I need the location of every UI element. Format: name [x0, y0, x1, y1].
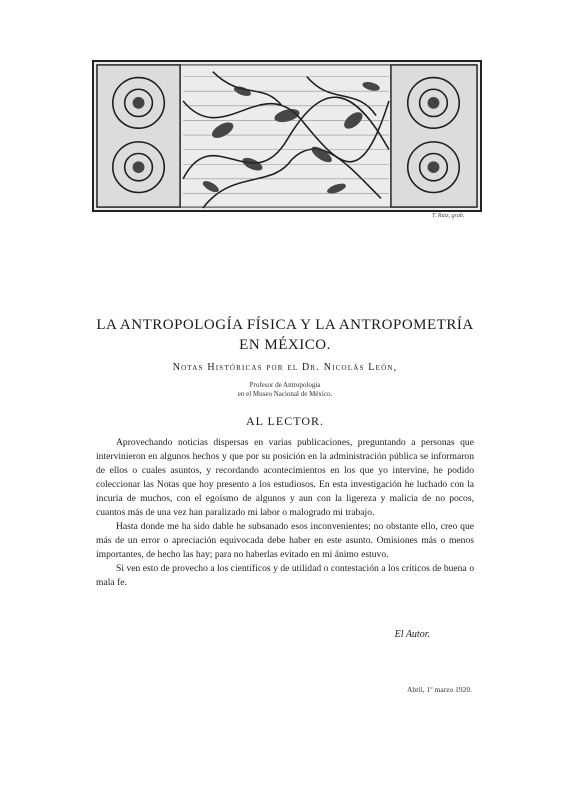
signature: El Autor. — [394, 629, 430, 640]
author-affiliation-line-2: en el Museo Nacional de México. — [237, 390, 333, 398]
paragraph: Hasta donde me ha sido dable he subsanado esos inconvenientes; no obstante ello, creo que más de un error o apreciación equivocada debe haber en este asunto. Omisiones más o menos importantes, de hecho las hay; para no haberlas evitado en mi ánimo estuvo. — [96, 521, 474, 560]
author-subtitle: Notas Históricas por el Dr. Nicolás León, — [172, 362, 398, 373]
foliage-engraving — [94, 62, 480, 210]
article-title-line-1: LA ANTROPOLOGÍA FÍSICA Y LA ANTROPOMETRÍA — [96, 317, 474, 333]
paragraph: Si ven esto de provecho a los científicos y de utilidad o contestación a los críticos de buena o mala fe. — [96, 563, 474, 588]
preface-body — [96, 436, 474, 590]
engraver-credit: T. Ruiz, grab. — [432, 213, 465, 219]
ornamental-banner — [92, 60, 482, 212]
paragraph: Aprovechando noticias dispersas en varias publicaciones, preguntando a personas que intervinieron en algunos hechos y que por su posición en la administración pública se informaron de ellos o cuales asuntos, y recordando acontecimientos en los que yo intervine, he podido coleccionar las Notas que hoy presento a los estudiosos. En esta investigación he luchado con la incuria de muchos, con el egoísmo de algunos y aun con la ligereza y malicia de no pocos, cuantos más de una vez han paralizado mi labor o malogrado mi trabajo. — [96, 437, 474, 518]
section-heading: AL LECTOR. — [246, 414, 324, 428]
author-affiliation-line-1: Profesor de Antropología — [249, 381, 321, 389]
dateline: Abril, 1º marzo 1920. — [406, 685, 472, 694]
article-title-line-2: EN MÉXICO. — [239, 337, 331, 353]
